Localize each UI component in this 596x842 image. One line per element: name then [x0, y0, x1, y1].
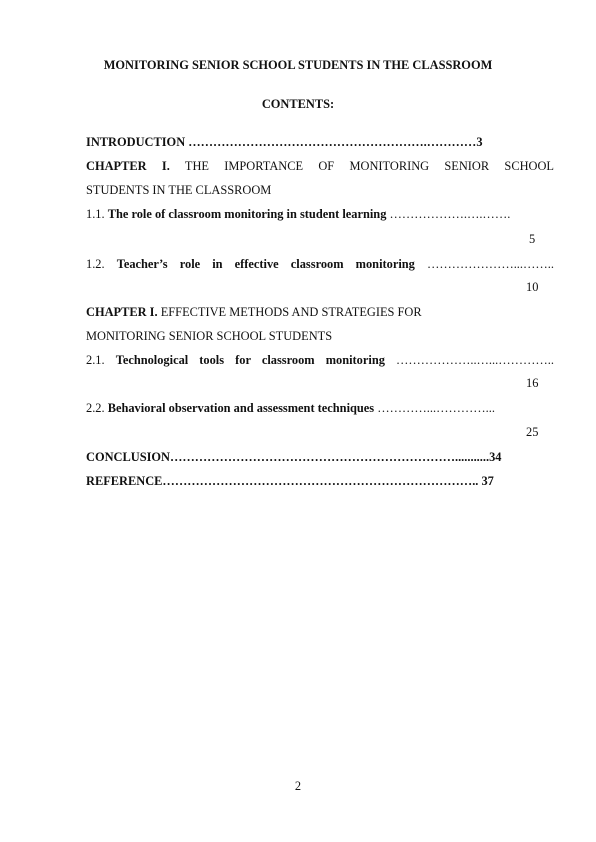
- toc-leader: …………...…………...: [377, 401, 495, 415]
- section-number: 2.1.: [86, 353, 105, 367]
- toc-leader: …………………...……..: [426, 257, 554, 271]
- toc-entry-reference[interactable]: [86, 473, 554, 489]
- chapter-label: CHAPTER I.: [86, 305, 158, 319]
- section-title: Technological tools for classroom monitoring: [115, 353, 385, 367]
- toc-page-number: 5: [529, 232, 536, 246]
- toc-page-number: 25: [526, 425, 539, 439]
- toc-entry-section-1-1[interactable]: [86, 206, 554, 222]
- section-title: Behavioral observation and assessment techniques: [107, 401, 375, 415]
- toc-page-number: 16: [526, 376, 539, 390]
- toc-page-number: 34: [489, 450, 502, 464]
- toc-leader: ……………………………………………………………...........: [170, 450, 490, 464]
- section-number: 1.2.: [86, 257, 105, 271]
- document-title: MONITORING SENIOR SCHOOL STUDENTS IN THE CLASSROOM: [103, 58, 493, 72]
- section-title: Teacher’s role in effective classroom monitoring: [116, 257, 415, 271]
- toc-label: INTRODUCTION: [86, 135, 186, 149]
- contents-heading: CONTENTS:: [261, 97, 335, 111]
- toc-entry-section-2-2[interactable]: [86, 400, 554, 416]
- chapter-title: THE IMPORTANCE OF MONITORING SENIOR SCHOOL: [184, 159, 554, 173]
- toc-entry-introduction[interactable]: [86, 134, 554, 150]
- toc-leader: …………………………………………………………………..: [162, 474, 482, 488]
- chapter-title-continued: STUDENTS IN THE CLASSROOM: [86, 183, 272, 197]
- chapter-title: EFFECTIVE METHODS AND STRATEGIES FOR: [160, 305, 422, 319]
- toc-label: REFERENCE: [86, 474, 163, 488]
- toc-page-number: 37: [481, 474, 494, 488]
- toc-page-number: 3: [476, 135, 483, 149]
- page-number: 2: [294, 779, 302, 793]
- chapter-label: CHAPTER I.: [86, 159, 170, 173]
- toc-leader: ………………..…...…………..: [396, 353, 554, 367]
- toc-label: CONCLUSION: [86, 450, 170, 464]
- toc-leader: ………………………………………………….…………: [185, 135, 477, 149]
- chapter-title-continued: MONITORING SENIOR SCHOOL STUDENTS: [86, 329, 333, 343]
- section-number: 2.2.: [86, 401, 105, 415]
- toc-page-number: 10: [526, 280, 539, 294]
- toc-entry-conclusion[interactable]: [86, 449, 554, 465]
- toc-leader: ……………….….…….: [389, 207, 511, 221]
- toc-entry-section-2-1[interactable]: [86, 352, 554, 368]
- toc-entry-section-1-2[interactable]: [86, 256, 554, 272]
- toc-entry-chapter-2[interactable]: [86, 304, 554, 320]
- section-title: The role of classroom monitoring in student learning: [107, 207, 387, 221]
- toc-entry-chapter-1[interactable]: [86, 158, 554, 174]
- section-number: 1.1.: [86, 207, 105, 221]
